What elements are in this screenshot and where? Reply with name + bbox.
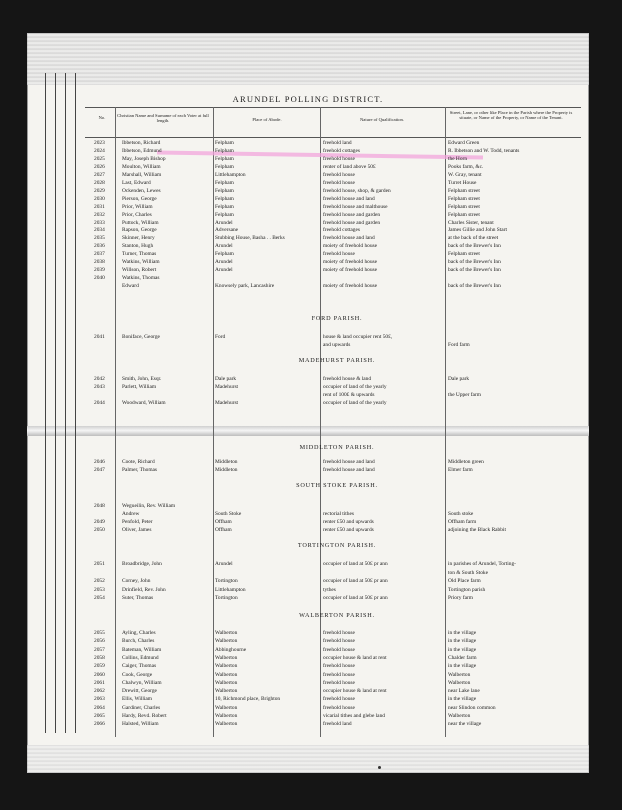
place-of-abode: Tortington	[215, 578, 238, 585]
qualification: freehold house and land	[323, 467, 375, 473]
place-of-abode: Walberton	[215, 671, 238, 678]
property-location: Felpham street	[448, 187, 480, 194]
place-of-abode: Middleton	[215, 459, 238, 465]
property-location: Walberton	[448, 679, 471, 686]
voter-number: 2050	[94, 527, 105, 533]
property-location: near Slindon common	[448, 704, 496, 711]
voter-number: 2030	[94, 195, 105, 202]
place-of-abode: Walberton	[215, 679, 238, 686]
property-location: in the village	[448, 646, 477, 653]
place-of-abode: Walberton	[215, 704, 238, 711]
place-of-abode: Walberton	[215, 630, 238, 636]
property-location: Felpham street	[448, 195, 480, 202]
voter-number: 2064	[94, 704, 105, 711]
place-of-abode: Offham	[215, 519, 232, 525]
place-of-abode: Littlehampton	[215, 586, 246, 593]
property-location: Walberton	[448, 671, 471, 678]
voter-number: 2053	[94, 586, 105, 593]
voter-name: Moulton, William	[122, 163, 161, 170]
header-name: Christian Name and Surname of each Voter at full length.	[117, 113, 209, 123]
voter-name: Cook, George	[122, 671, 153, 678]
parish-heading: MADEHURST PARISH.	[298, 357, 376, 364]
qualification: freehold house	[323, 704, 355, 711]
voter-name: Collins, Edmund	[122, 654, 159, 661]
qualification: and upwards	[323, 342, 351, 348]
qualification: house & land occupier rent 50£,	[323, 334, 393, 340]
property-location: back of the Brewer's Inn	[448, 259, 501, 266]
voter-name: Ellis, William	[122, 696, 152, 703]
property-location: South stoke	[448, 511, 474, 517]
property-location: Turret House	[448, 179, 477, 186]
voter-number: 2047	[94, 467, 105, 473]
qualification: moiety of freehold house	[323, 267, 378, 274]
property-location: back of the Brewer's Inn	[448, 283, 501, 290]
property-location: in parishes of Arundel, Torting-	[448, 561, 516, 567]
property-location: in the village	[448, 638, 477, 645]
voter-number: 2037	[94, 251, 105, 258]
place-of-abode: Dale park	[215, 376, 237, 382]
voter-number: 2042	[94, 376, 105, 382]
qualification: freehold house	[323, 171, 355, 178]
voter-name: Wegueilin, Rev. William	[122, 503, 176, 509]
voter-name: Ockenden, Lewes	[122, 187, 161, 194]
place-of-abode: Felpham	[215, 163, 234, 170]
voter-number: 2032	[94, 211, 105, 218]
qualification: freehold house & land	[323, 376, 372, 382]
qualification: rent of 100£ & upwards	[323, 392, 375, 398]
header-where: Street, Lane, or other like Place in the Parish where the Property is situate, or Name of the Property, or Name of the Tenant.	[449, 110, 573, 120]
voter-number: 2065	[94, 713, 105, 719]
qualification: freehold house	[323, 630, 355, 636]
parish-heading: MIDDLETON PARISH.	[299, 444, 375, 451]
property-location: adjoining the Black Rabbit	[448, 527, 506, 533]
property-location: at the back of the street	[448, 235, 499, 242]
column-rule	[213, 107, 214, 737]
qualification: freehold house	[323, 671, 355, 678]
qualification: renter of land above 50£	[323, 163, 376, 170]
place-of-abode: 10, Richmond place, Brighton	[215, 696, 281, 703]
place-of-abode: Felpham	[215, 179, 234, 186]
place-of-abode: Walberton	[215, 721, 238, 728]
place-of-abode: Felpham	[215, 211, 234, 218]
voter-name: Ibbetson, Edmund	[122, 147, 162, 154]
voter-number: 2033	[94, 219, 105, 226]
voter-name: Drewitt, George	[122, 688, 157, 695]
place-of-abode: Middleton	[215, 467, 238, 473]
column-rule	[445, 107, 446, 737]
parish-heading: WALBERTON PARISH.	[299, 612, 375, 619]
property-location: near Lake lane	[448, 688, 480, 695]
property-location: in the village	[448, 696, 477, 703]
parish-heading: TORTINGTON PARISH.	[297, 542, 377, 549]
property-location: R. Ibbetson and W. Todd, tenants	[448, 147, 520, 154]
qualification: freehold cottages	[323, 147, 360, 154]
qualification: freehold house and malthouse	[323, 203, 388, 210]
place-of-abode: Walberton	[215, 663, 238, 670]
column-rule	[115, 107, 116, 737]
qualification: freehold house	[323, 638, 355, 645]
voter-name: Chalwyn, William	[122, 679, 162, 686]
voter-number: 2043	[94, 384, 105, 390]
page-dot	[378, 766, 381, 769]
voter-name: May, Joseph Bishop	[122, 155, 166, 162]
qualification: occupier of land at 50£ pr ann	[323, 578, 388, 585]
place-of-abode: Walberton	[215, 654, 238, 661]
property-location: the Horn	[448, 155, 468, 162]
header-qualification: Nature of Qualification.	[359, 117, 404, 122]
voter-name: Prior, Charles	[122, 211, 152, 218]
property-location: Tortington parish	[448, 586, 486, 593]
qualification: moiety of freehold house	[323, 243, 378, 250]
page-edge-stack-bottom	[27, 745, 589, 773]
property-location: Middleton green	[448, 459, 484, 465]
voter-number: 2024	[94, 147, 105, 154]
voter-name: Edward	[122, 283, 139, 290]
qualification: freehold house	[323, 663, 355, 670]
place-of-abode: Ford	[215, 334, 226, 340]
page-edge-stack-top	[27, 33, 589, 85]
voter-name: Rapson, George	[122, 227, 157, 234]
voter-name: Hardy, Revd. Robert	[122, 713, 167, 719]
qualification: freehold house	[323, 179, 355, 186]
qualification: tythes	[323, 586, 336, 593]
property-location: the Upper farm	[448, 392, 481, 398]
voter-name: Boniface, George	[122, 334, 160, 340]
qualification: occupier house & land at rent	[323, 688, 387, 695]
qualification: occupier of land of the yearly	[323, 400, 387, 406]
page-fold	[27, 426, 589, 436]
voter-number: 2038	[94, 259, 105, 266]
voter-number: 2063	[94, 696, 105, 703]
property-location: Edward Green	[448, 140, 480, 146]
place-of-abode: Felpham	[215, 155, 234, 162]
voter-name: Coote, Richard	[122, 459, 155, 465]
voter-number: 2023	[94, 140, 105, 146]
voter-name: Burch, Charles	[122, 638, 155, 645]
voter-number: 2051	[94, 561, 105, 567]
place-of-abode: Felpham	[215, 140, 234, 146]
voter-name: Oliver, James	[122, 527, 152, 533]
parish-heading: SOUTH STOKE PARISH.	[296, 482, 378, 489]
place-of-abode: Knowsely park, Lancashire	[215, 283, 275, 290]
header-top-rule	[85, 107, 581, 108]
voter-number: 2061	[94, 679, 105, 686]
property-location: back of the Brewer's Inn	[448, 243, 501, 250]
place-of-abode: Offham	[215, 527, 232, 533]
qualification: freehold house, shop, & garden	[323, 187, 391, 194]
column-rule	[320, 107, 321, 737]
voter-number: 2049	[94, 519, 105, 525]
qualification: occupier house & land at rent	[323, 654, 387, 661]
document-page	[27, 33, 589, 773]
place-of-abode: Littlehampton	[215, 171, 246, 178]
qualification: freehold house and garden	[323, 219, 381, 226]
qualification: freehold house	[323, 646, 355, 653]
place-of-abode: Felpham	[215, 147, 234, 154]
header-abode: Place of Abode.	[252, 117, 282, 122]
voter-number: 2036	[94, 243, 105, 250]
voter-name: Woodward, William	[122, 400, 166, 406]
voter-number: 2059	[94, 663, 105, 670]
property-location: Elmer farm	[448, 467, 473, 473]
place-of-abode: Madehurst	[215, 400, 239, 406]
voter-name: Pierson, George	[122, 195, 157, 202]
place-of-abode: Felpham	[215, 187, 234, 194]
voter-name: Smith, John, Esqr.	[122, 376, 162, 382]
property-location: Ford farm	[448, 342, 470, 348]
property-location: Dale park	[448, 376, 470, 382]
voter-name: Suter, Thomas	[122, 595, 154, 602]
voter-name: Ibbetson, Richard	[122, 140, 161, 146]
property-location: Old Place farm	[448, 578, 481, 585]
page-title: ARUNDEL POLLING DISTRICT.	[232, 94, 384, 104]
property-location: Felpham street	[448, 211, 480, 218]
voter-name: Willson, Robert	[122, 267, 157, 274]
property-location: Felpham street	[448, 251, 480, 258]
qualification: freehold house	[323, 155, 355, 162]
place-of-abode: Arundel	[215, 267, 233, 274]
place-of-abode: Adversane	[215, 227, 239, 234]
voter-number: 2044	[94, 400, 105, 406]
voter-name: Halsted, William	[122, 721, 159, 728]
header-no: No.	[98, 115, 106, 120]
qualification: renter £50 and upwards	[323, 519, 374, 525]
voter-name: Caiger, Thomas	[122, 663, 157, 670]
voter-number: 2027	[94, 171, 105, 178]
qualification: freehold house and garden	[323, 211, 381, 218]
qualification: renter £50 and upwards	[323, 527, 374, 533]
property-location: Walberton	[448, 713, 471, 719]
qualification: occupier of land of the yearly	[323, 384, 387, 390]
place-of-abode: Arundel	[215, 259, 233, 266]
voter-name: Watkins, Thomas	[122, 275, 160, 282]
voter-name: Turner, Thomas	[122, 251, 157, 258]
voter-number: 2056	[94, 638, 105, 645]
voter-name: Parlett, William	[122, 384, 157, 390]
place-of-abode: Arundel	[215, 243, 233, 250]
voter-number: 2025	[94, 155, 105, 162]
voter-name: Andrew	[122, 511, 140, 517]
place-of-abode: Abbinghourne	[215, 646, 247, 653]
voter-name: Gardiner, Charles	[122, 704, 161, 711]
voter-number: 2040	[94, 275, 105, 282]
qualification: freehold house and land	[323, 195, 375, 202]
qualification: freehold land	[323, 721, 352, 728]
place-of-abode: Felpham	[215, 203, 234, 210]
voter-number: 2034	[94, 227, 105, 234]
property-location: Offham farm	[448, 519, 477, 525]
property-location: Chalder farm	[448, 654, 477, 661]
qualification: moiety of freehold house	[323, 259, 378, 266]
voter-number: 2060	[94, 671, 105, 678]
place-of-abode: Arundel	[215, 219, 233, 226]
voter-name: Last, Edward	[122, 179, 151, 186]
voter-name: Drinfield, Rev. John	[122, 586, 166, 593]
property-location: James Gillie and John Start	[448, 227, 507, 234]
property-location: Felpham street	[448, 203, 480, 210]
voter-name: Palmer, Thomas	[122, 467, 158, 473]
voter-name: Bateman, William	[122, 646, 162, 653]
place-of-abode: Arundel	[215, 561, 233, 567]
qualification: occupier of land at 50£ pr ann	[323, 595, 388, 602]
place-of-abode: Madehurst	[215, 384, 239, 390]
voter-name: Stanton, Hugh	[122, 243, 154, 250]
property-location: ton & South Stoke	[448, 569, 488, 576]
voter-number: 2057	[94, 646, 105, 653]
property-location: Priory farm	[448, 595, 474, 602]
voter-number: 2035	[94, 235, 105, 242]
voter-number: 2054	[94, 595, 105, 602]
place-of-abode: Walberton	[215, 688, 238, 695]
voter-name: Corney, John	[122, 578, 151, 585]
qualification: freehold house and land	[323, 459, 375, 465]
property-location: Pooks farm, &c.	[448, 163, 484, 170]
qualification: moiety of freehold house	[323, 283, 378, 290]
voter-number: 2066	[94, 721, 105, 728]
qualification: freehold house	[323, 251, 355, 258]
voter-number: 2041	[94, 334, 105, 340]
voter-number: 2058	[94, 654, 105, 661]
voter-number: 2062	[94, 688, 105, 695]
voter-name: Puttock, William	[122, 219, 159, 226]
place-of-abode: Walberton	[215, 638, 238, 645]
qualification: occupier of land at 50£ pr ann	[323, 561, 388, 567]
property-location: near the village	[448, 721, 482, 728]
place-of-abode: Walberton	[215, 713, 238, 719]
voter-number: 2052	[94, 578, 105, 585]
qualification: freehold house and land	[323, 235, 375, 242]
voter-number: 2029	[94, 187, 105, 194]
qualification: freehold land	[323, 140, 352, 146]
qualification: freehold house	[323, 679, 355, 686]
voter-number: 2039	[94, 267, 105, 274]
voter-name: Ayling, Charles	[122, 630, 156, 636]
place-of-abode: Tortington	[215, 595, 238, 602]
place-of-abode: South Stoke	[215, 511, 242, 517]
place-of-abode: Felpham	[215, 251, 234, 258]
voter-number: 2031	[94, 203, 105, 210]
qualification: freehold cottages	[323, 227, 360, 234]
place-of-abode: Stubbing House, Basha . . Berks	[215, 235, 285, 242]
property-location: W. Gray, tenant	[448, 171, 482, 178]
qualification: vicarial tithes and glebe land	[323, 713, 385, 719]
margin-rules	[37, 73, 87, 733]
property-location: back of the Brewer's Inn	[448, 267, 501, 274]
voter-number: 2028	[94, 179, 105, 186]
voter-number: 2046	[94, 459, 105, 465]
property-location: in the village	[448, 630, 477, 636]
voter-name: Watkins, William	[122, 259, 160, 266]
qualification: freehold house	[323, 696, 355, 703]
voter-name: Penfold, Peter	[122, 519, 153, 525]
property-location: in the village	[448, 663, 477, 670]
voter-number: 2055	[94, 630, 105, 636]
voter-name: Skinner, Henry	[122, 235, 155, 242]
voter-number: 2048	[94, 503, 105, 509]
place-of-abode: Felpham	[215, 195, 234, 202]
qualification: rectorial tithes	[323, 511, 354, 517]
voter-number: 2026	[94, 163, 105, 170]
property-location: Charles Sister, tenant	[448, 219, 494, 226]
voter-name: Prior, William	[122, 203, 153, 210]
header-bottom-rule	[85, 137, 581, 138]
voter-name: Broadbridge, John	[122, 561, 162, 567]
voter-name: Marshall, William	[122, 171, 162, 178]
parish-heading: FORD PARISH.	[311, 315, 363, 322]
